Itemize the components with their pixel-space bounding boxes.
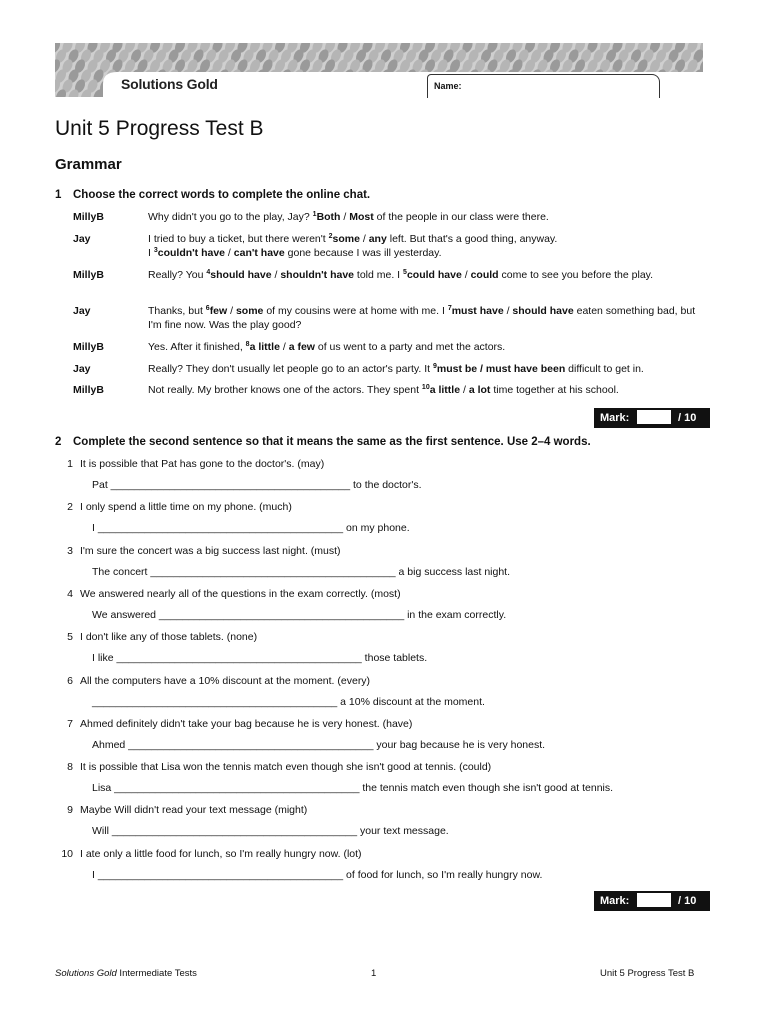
answer-line[interactable]: The concert __________________________________________ a big success last night. xyxy=(92,566,511,578)
chat-message: Not really. My brother knows one of the actors. They spent $^{10}$a little / a lot time together at his school. xyxy=(148,384,619,396)
item-sentence: All the computers have a 10% discount at the moment. (every) xyxy=(80,675,371,687)
chat-speaker: MillyB xyxy=(73,384,104,396)
chat-speaker: Jay xyxy=(73,363,91,375)
chat-message: Why didn't you go to the play, Jay? $^1$Both / Most of the people in our class were there. xyxy=(148,211,549,223)
answer-option[interactable]: some xyxy=(332,233,360,245)
gap-number: 9 xyxy=(432,363,437,370)
gap-number: 3 xyxy=(153,247,158,254)
chat-message: Thanks, but $^6$few / some of my cousins were at home with me. I $^7$must have / should have eaten something bad, but I'm fine now. Was the play good? xyxy=(148,305,696,331)
answer-option[interactable]: any xyxy=(368,233,387,245)
chat-message: Really? They don't usually let people go to an actor's party. It $^9$must be / must have been difficult to get in. xyxy=(148,363,644,375)
item-number: 10 xyxy=(61,848,73,860)
answer-option[interactable]: should have xyxy=(512,305,574,317)
footer-level: Intermediate Tests xyxy=(116,968,197,979)
footer-left xyxy=(55,968,197,979)
answer-line[interactable]: __________________________________________ a 10% discount at the moment. xyxy=(92,696,485,708)
gap-number: 5 xyxy=(403,269,407,276)
question-instruction: Complete the second sentence so that it means the same as the first sentence. Use 2–4 words. xyxy=(73,436,591,448)
footer-series: Solutions Gold xyxy=(55,968,117,979)
gap-number: 10 xyxy=(421,384,430,391)
answer-option[interactable]: a lot xyxy=(468,384,491,396)
item-number: 1 xyxy=(67,458,73,470)
chat-speaker: MillyB xyxy=(73,341,104,353)
mark-box-2 xyxy=(594,891,710,911)
gap-number: 1 xyxy=(312,211,317,218)
item-number: 9 xyxy=(67,804,73,816)
mark-box-1 xyxy=(594,408,710,428)
answer-line[interactable]: Ahmed __________________________________________ your bag because he is very honest. xyxy=(92,739,546,751)
answer-option[interactable]: could have xyxy=(406,269,462,281)
answer-option[interactable]: must have xyxy=(451,305,504,317)
footer-right: Unit 5 Progress Test B xyxy=(600,968,695,979)
chat-speaker: Jay xyxy=(73,305,91,317)
answer-line[interactable]: I __________________________________________ on my phone. xyxy=(92,522,410,534)
mark-total: / 10 xyxy=(678,895,697,907)
chat-message: Really? You $^4$should have / shouldn't have told me. I $^5$could have / could come to see you before the play. xyxy=(148,269,654,281)
answer-line[interactable]: We answered __________________________________________ in the exam correctly. xyxy=(92,609,507,621)
question-1-heading xyxy=(55,189,370,201)
chat-message: I tried to buy a ticket, but there weren't $^2$some / any left. But that's a good thing, anyway. I $^3$couldn't have / can't have gone because I was ill yesterday. xyxy=(148,233,558,259)
chat-speaker: Jay xyxy=(73,233,91,245)
mark-label: Mark: xyxy=(600,412,630,424)
answer-option[interactable]: few xyxy=(209,305,228,317)
chat-speaker: MillyB xyxy=(73,269,104,281)
section-heading: Grammar xyxy=(55,156,122,173)
answer-option[interactable]: shouldn't have xyxy=(280,269,354,281)
mark-input[interactable] xyxy=(637,410,671,425)
item-sentence: I don't like any of those tablets. (none) xyxy=(80,631,258,643)
mark-label: Mark: xyxy=(600,895,630,907)
item-sentence: It is possible that Lisa won the tennis match even though she isn't good at tennis. (could) xyxy=(80,761,492,773)
gap-number: 4 xyxy=(206,269,211,276)
item-sentence: I'm sure the concert was a big success last night. (must) xyxy=(80,545,341,557)
chat-message: Yes. After it finished, $^8$a little / a few of us went to a party and met the actors. xyxy=(148,341,506,353)
answer-option[interactable]: a few xyxy=(288,341,315,353)
item-sentence: Maybe Will didn't read your text message (might) xyxy=(80,804,308,816)
mark-total: / 10 xyxy=(678,412,697,424)
gap-number: 2 xyxy=(328,233,333,240)
answer-option[interactable]: Both xyxy=(316,211,341,223)
item-number: 3 xyxy=(67,545,73,557)
answer-line[interactable]: Lisa __________________________________________ the tennis match even though she isn't good at tennis. xyxy=(92,782,614,794)
answer-option[interactable]: should have xyxy=(210,269,272,281)
item-sentence: We answered nearly all of the questions in the exam correctly. (most) xyxy=(80,588,401,600)
brand-logo: Solutions Gold xyxy=(121,76,218,92)
answer-option[interactable]: a little xyxy=(249,341,280,353)
item-number: 7 xyxy=(67,718,73,730)
item-number: 8 xyxy=(67,761,73,773)
answer-option[interactable]: must be / must have been xyxy=(436,363,566,375)
gap-number: 6 xyxy=(205,305,210,312)
item-sentence: I only spend a little time on my phone. (much) xyxy=(80,501,292,513)
question-number: 1 xyxy=(55,189,62,201)
answer-line[interactable]: I like __________________________________________ those tablets. xyxy=(92,652,428,664)
name-field[interactable] xyxy=(427,74,660,98)
question-number: 2 xyxy=(55,436,62,448)
answer-option[interactable]: can't have xyxy=(233,247,285,259)
answer-option[interactable]: could xyxy=(470,269,499,281)
chat-speaker: MillyB xyxy=(73,211,104,223)
question-instruction: Choose the correct words to complete the online chat. xyxy=(73,189,371,201)
answer-line[interactable]: Will __________________________________________ your text message. xyxy=(92,825,449,837)
answer-line[interactable]: I __________________________________________ of food for lunch, so I'm really hungry now. xyxy=(92,869,543,881)
answer-option[interactable]: some xyxy=(235,305,264,317)
answer-option[interactable]: couldn't have xyxy=(157,247,226,259)
item-number: 5 xyxy=(67,631,73,643)
item-sentence: I ate only a little food for lunch, so I'm really hungry now. (lot) xyxy=(80,848,362,860)
item-sentence: It is possible that Pat has gone to the doctor's. (may) xyxy=(80,458,325,470)
mark-input[interactable] xyxy=(637,893,671,908)
answer-option[interactable]: Most xyxy=(349,211,374,223)
item-number: 2 xyxy=(67,501,73,513)
page-title: Unit 5 Progress Test B xyxy=(55,117,264,140)
answer-line[interactable]: Pat _________________________________________ to the doctor's. xyxy=(92,479,422,491)
question-2-heading xyxy=(55,436,591,448)
page-number: 1 xyxy=(371,968,377,979)
gap-number: 7 xyxy=(447,305,452,312)
gap-number: 8 xyxy=(245,341,250,348)
answer-option[interactable]: a little xyxy=(429,384,461,396)
item-number: 6 xyxy=(67,675,73,687)
item-number: 4 xyxy=(67,588,73,600)
item-sentence: Ahmed definitely didn't take your bag because he is very honest. (have) xyxy=(80,718,413,730)
name-label: Name: xyxy=(434,81,462,91)
